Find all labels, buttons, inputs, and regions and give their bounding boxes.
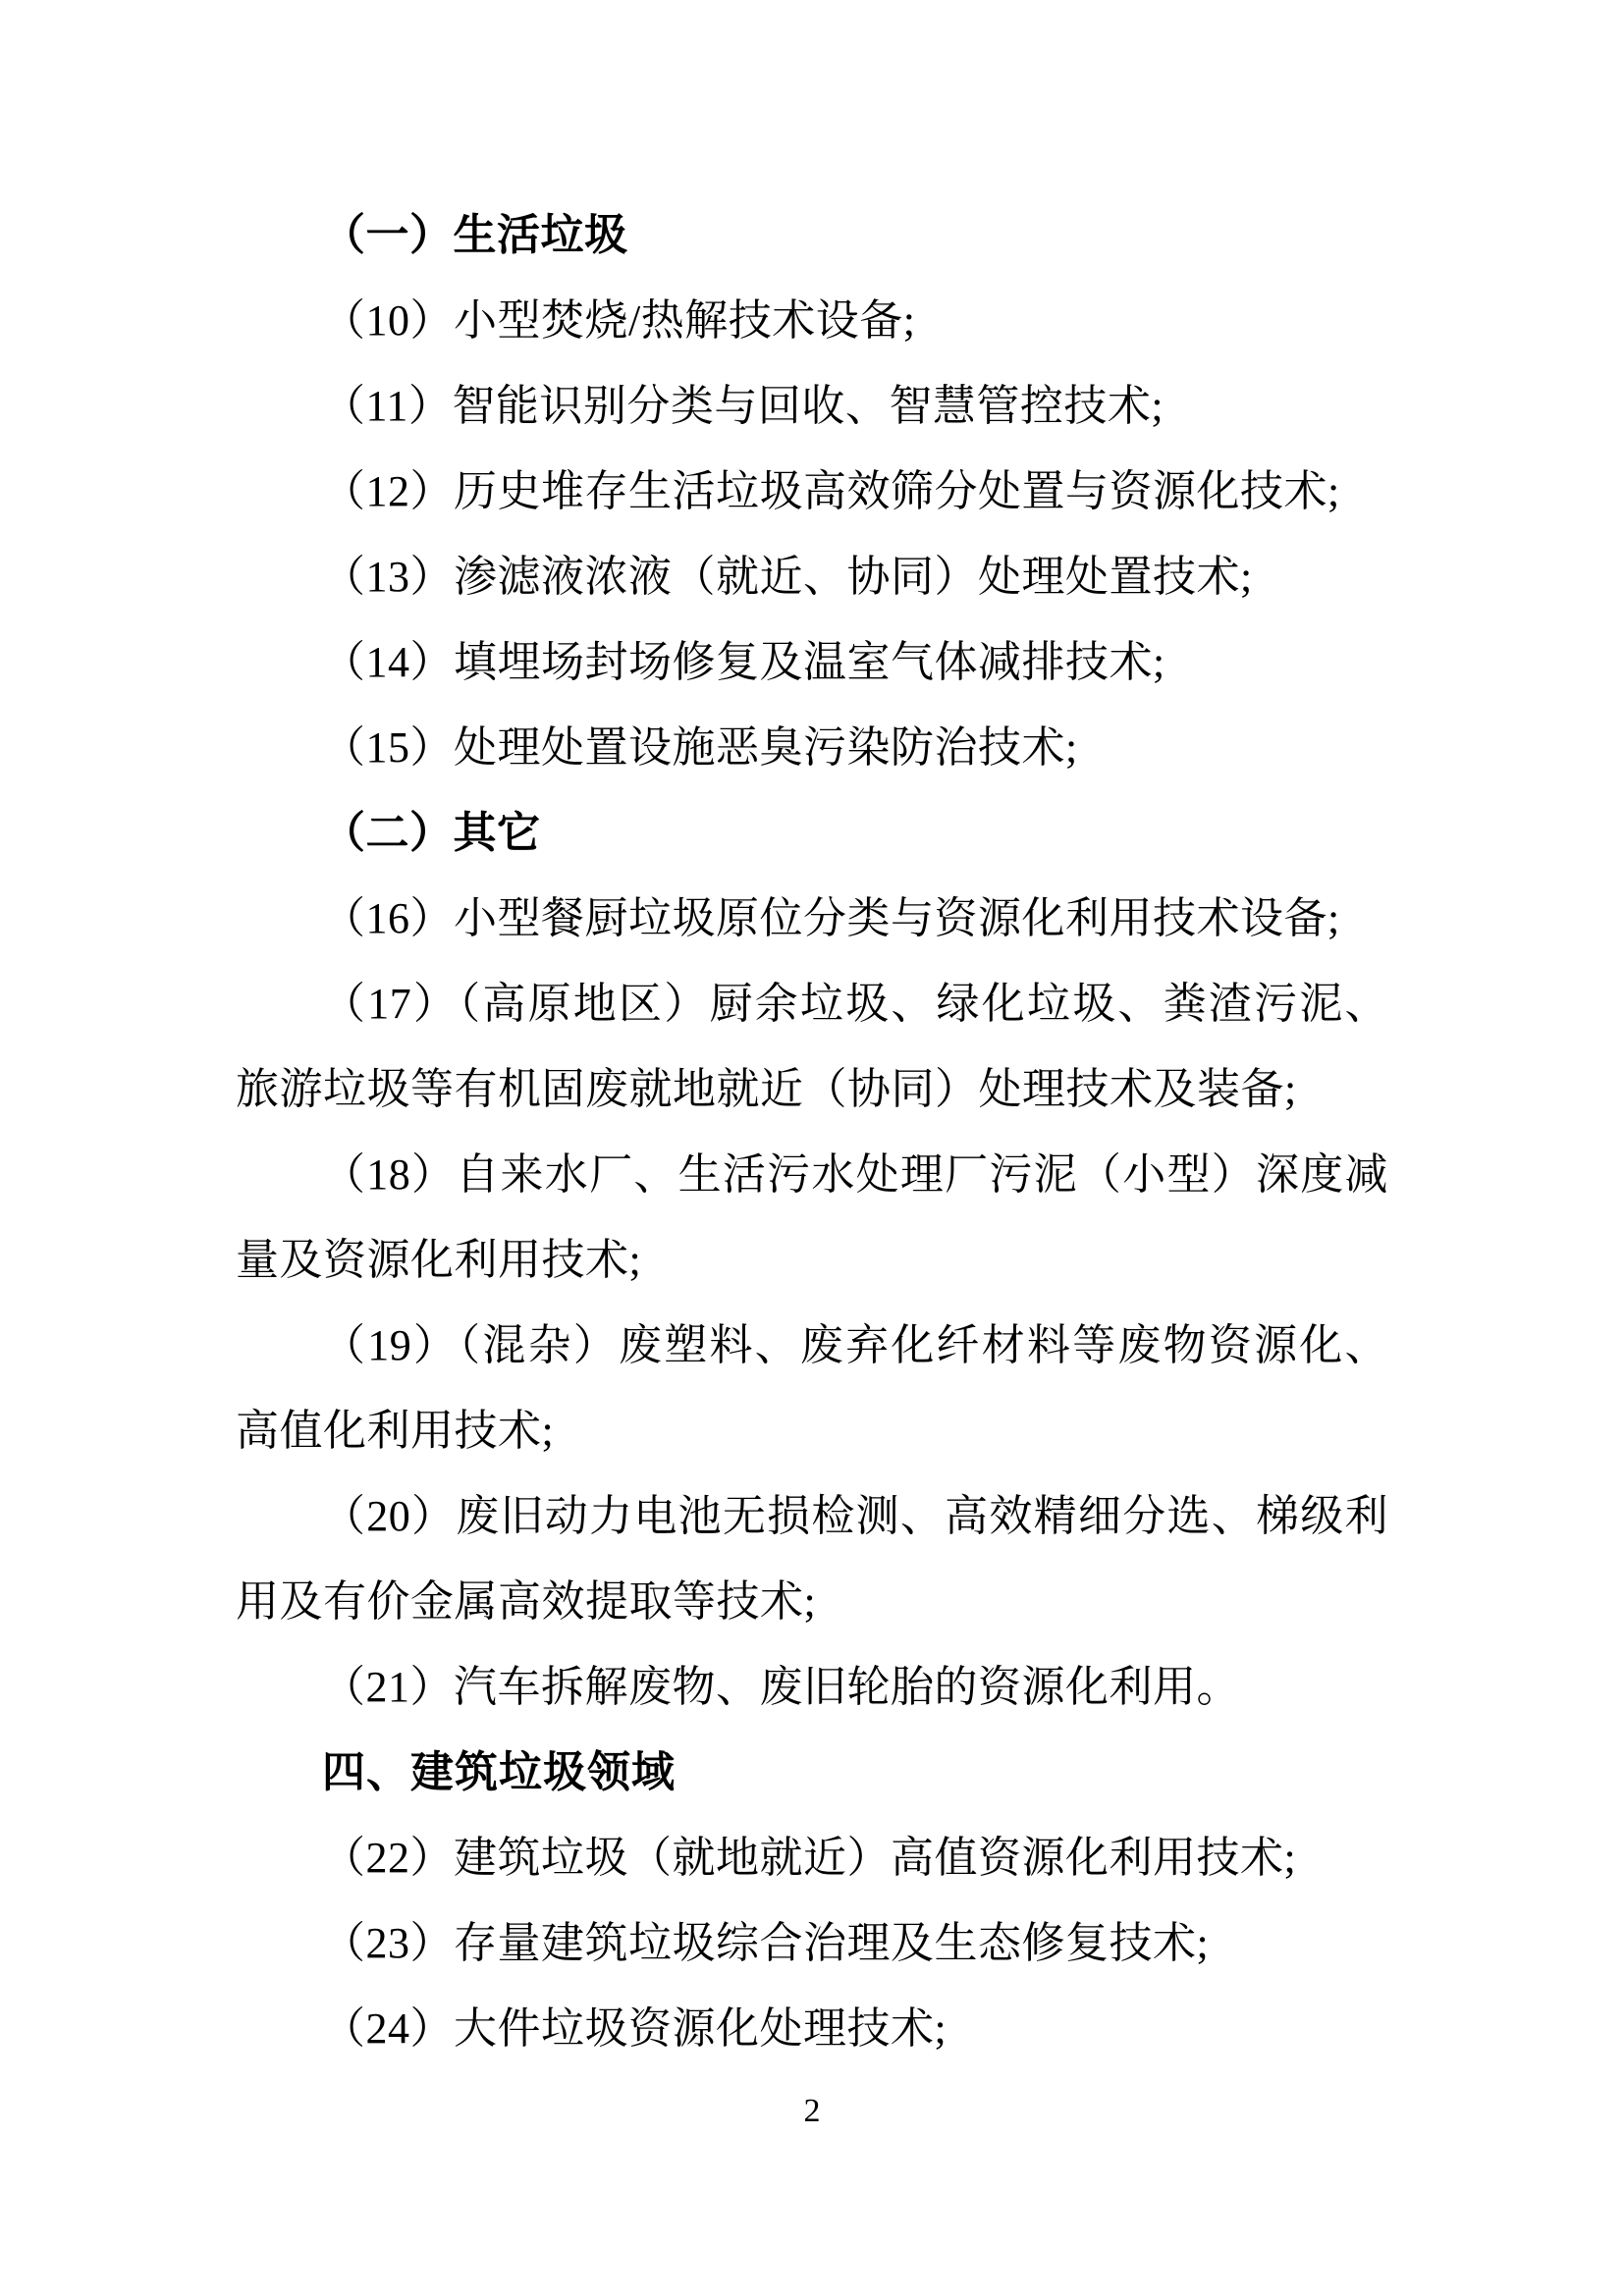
- list-item-16: （16）小型餐厨垃圾原位分类与资源化利用技术设备;: [322, 894, 1340, 942]
- list-item-23: （23）存量建筑垃圾综合治理及生态修复技术;: [322, 1919, 1210, 1967]
- list-item-12: （12）历史堆存生活垃圾高效筛分处置与资源化技术;: [322, 467, 1340, 515]
- list-item-20: （20）废旧动力电池无损检测、高效精细分选、梯级利用及有价金属高效提取等技术;: [236, 1492, 1388, 1626]
- list-item-19: （19）（混杂）废塑料、废弃化纤材料等废物资源化、高值化利用技术;: [236, 1321, 1388, 1455]
- subsection-heading-life-waste: （一）生活垃圾: [322, 211, 628, 259]
- section-heading-construction-waste: 四、建筑垃圾领域: [322, 1748, 676, 1796]
- list-item-11: （11）智能识别分类与回收、智慧管控技术;: [322, 382, 1164, 430]
- list-item-10: （10）小型焚烧/热解技术设备;: [322, 296, 916, 345]
- list-item-13: （13）渗滤液浓液（就近、协同）处理处置技术;: [322, 553, 1253, 601]
- list-item-21: （21）汽车拆解废物、废旧轮胎的资源化利用。: [322, 1663, 1240, 1711]
- document-body: [236, 192, 1388, 2071]
- subsection-heading-other: （二）其它: [322, 809, 541, 857]
- list-item-14: （14）填埋场封场修复及温室气体减排技术;: [322, 638, 1165, 686]
- list-item-22: （22）建筑垃圾（就地就近）高值资源化利用技术;: [322, 1834, 1297, 1882]
- list-item-17: （17）（高原地区）厨余垃圾、绿化垃圾、粪渣污泥、旅游垃圾等有机固废就地就近（协同）处理技术及装备;: [236, 980, 1388, 1113]
- list-item-18: （18）自来水厂、生活污水处理厂污泥（小型）深度减量及资源化利用技术;: [236, 1150, 1388, 1284]
- list-item-15: （15）处理处置设施恶臭污染防治技术;: [322, 723, 1078, 772]
- list-item-24: （24）大件垃圾资源化处理技术;: [322, 2004, 947, 2053]
- page-number: 2: [803, 2093, 821, 2129]
